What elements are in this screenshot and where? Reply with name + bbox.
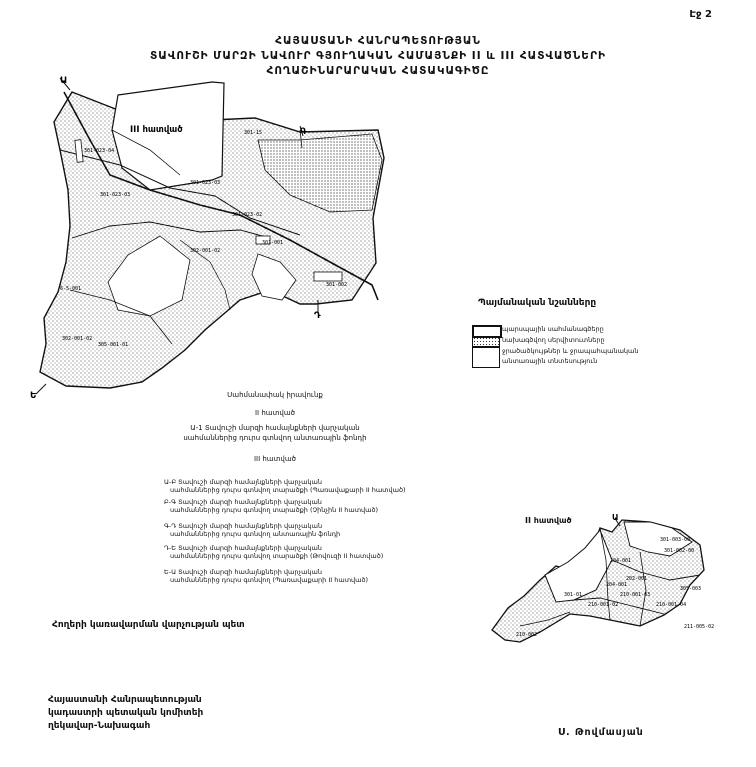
term-entry-detail: սահմաններից դուրս գտնվող տարածքի (Թովուզի II հատված) [170,552,384,560]
footer-line-2: կադաստրի պետական կոմիտեի [48,708,204,718]
parcel-label: 301-023-03 [190,180,221,186]
inset-parcel-label: 301-01 [564,592,583,598]
title-line-2: ՏԱՎՈՒՇԻ ՄԱՐԶԻ ՆԱՎՈՒՐ ԳՅՈՒՂԱԿԱՆ ՀԱՄԱՅՆՔԻ II և III ՀԱՏՎԱԾՆԵՐԻ [150,50,606,62]
main-map-territory [36,78,384,394]
inset-parcel-label: 204-001 [610,558,632,564]
inset-parcel-label: 211-005-02 [684,624,715,630]
title-line-1: ՀԱՅԱՍՏԱՆԻ ՀԱՆՐԱՊԵՏՈՒԹՅԱՆ [275,35,481,47]
corner-letter-d: Դ [314,311,321,321]
inset-parcel-label: 210-002 [516,632,538,638]
parcel-label: 301-023-03 [100,192,131,198]
parcel-label: 301-023-04 [84,148,115,154]
terms-heading: Սահմանափակ իրավունք [227,391,323,399]
term-entry: Ա-Բ Տավուշի մարզի համայնքների վարչական [164,478,323,486]
term-entry: Դ-Ե Տավուշի մարզի համայնքների վարչական [164,544,322,552]
term-entry: Ե-Ա Տավուշի մարզի համայնքների վարչական [164,568,323,576]
inset-parcel-label: 210-001-04 [656,602,687,608]
parcel-label: 305-001-01 [98,342,129,348]
inset-parcel-label: 204-001 [606,582,628,588]
section-ii-line: Ա-1 Տավուշի մարզի համայնքների վարչական [190,424,360,432]
footer-line-3: ղեկավար-Նախագահ [48,721,151,731]
page-number: Էջ 2 [689,9,712,20]
signature-name: Ս. Թովմասյան [558,727,644,738]
parcel-label: 302-001-02 [190,248,221,254]
inset-parcel-label: 202-001 [626,576,648,582]
term-entry-detail: սահմաններից դուրս գտնվող (Պառավաքարի II հատված) [170,576,369,584]
term-entry-detail: սահմաններից դուրս գտնվող տարածքի (Պառավաքարի II հատված) [170,486,406,494]
parcel-label: 301-002 [326,282,348,288]
term-entry: Գ-Դ Տավուշի մարզի համայնքների վարչական [164,522,323,530]
parcel-label: 302-001-02 [62,336,93,342]
parcel-label: 301-023-02 [232,212,263,218]
section-ii-heading: II հատված [254,409,296,417]
footer-line-1: Հայաստանի Հանրապետության [48,695,202,705]
section-ii-line: սահմաններից դուրս գտնվող անտառային ֆոնդի [183,434,367,442]
parcel-label: 301-001 [262,240,284,246]
legend-swatch [472,336,500,347]
corner-letter-b: Գ [300,127,307,137]
section-iii-heading: III հատված [253,455,297,463]
inset-parcel-label: 301-003-00 [660,537,691,543]
boundary-text: Հողերի կառավարման վարչության պետ [52,620,245,630]
term-entry: Բ-Գ Տավուշի մարզի համայնքների վարչական [164,498,322,506]
inset-parcel-label: 305-003 [680,586,702,592]
inset-parcel-label: 210-001-02 [588,602,619,608]
legend-title: Պայմանական նշանները [478,298,597,308]
parcel-label: 6-5-001 [60,286,82,292]
inset-parcel-label: 301-002-00 [664,548,695,554]
inset-corner-letter: Ա [612,513,619,522]
parcel-label: 301-15 [244,130,263,136]
legend-swatch [472,347,500,368]
section-iii-label: III հատված [130,125,183,135]
term-entry-detail: սահմաններից դուրս գտնվող անտառային ֆոնդի [170,530,341,538]
corner-letter-e: Ե [30,391,37,401]
inset-section-label: II հատված [525,516,572,525]
title-line-3: ՀՈՂԱՇԻՆԱՐԱՐԱԿԱՆ ՀԱՏԱԿԱԳԻԾԸ [266,65,490,77]
term-entry-detail: սահմաններից դուրս գտնվող տարածքի (Չինչին II հատված) [170,506,379,514]
inset-parcel-label: 210-001-03 [620,592,651,598]
corner-letter-a: Ա [60,76,68,86]
